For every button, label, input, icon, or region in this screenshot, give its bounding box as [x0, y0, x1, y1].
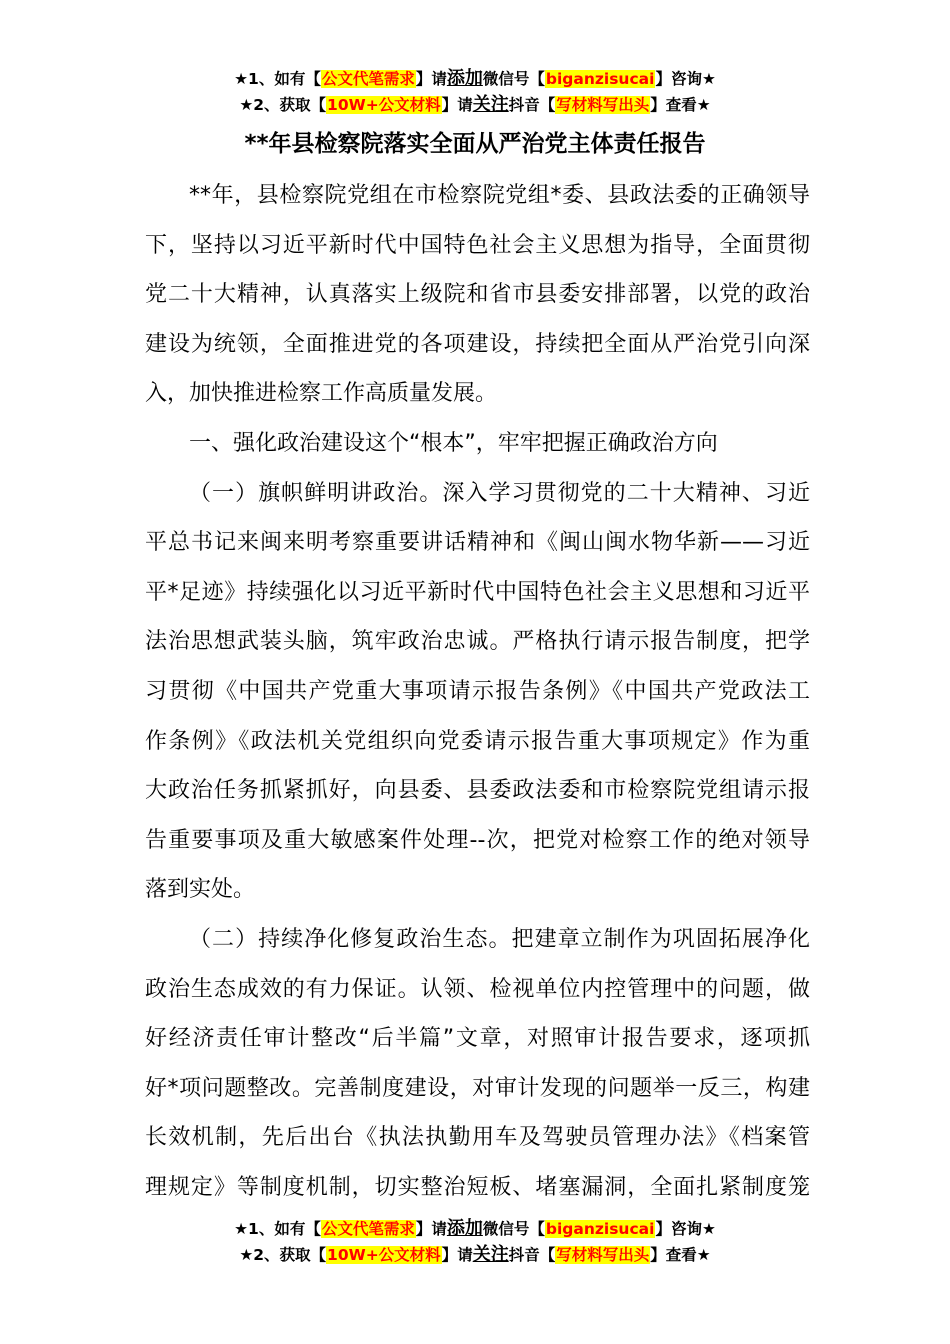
- promo-line-2: [0, 92, 950, 118]
- promo-underlined: 添加: [446, 1218, 483, 1239]
- promo-text: 】请: [441, 96, 473, 114]
- section-heading: 一、强化政治建设这个“根本”，牢牢把握正确政治方向: [189, 430, 718, 456]
- paragraph-line: 建设为统领，全面推进党的各项建设，持续把全面从严治党引向深: [145, 331, 810, 357]
- promo-underlined: 添加: [446, 68, 483, 89]
- paragraph-line: 下，坚持以习近平新时代中国特色社会主义思想为指导，全面贯彻: [145, 232, 810, 258]
- promo-highlight: 10W+公文材料: [327, 1246, 441, 1264]
- promo-line-1: [0, 66, 950, 92]
- paragraph-line: （二）持续净化修复政治生态。把建章立制作为巩固拓展净化: [189, 926, 810, 952]
- promo-line-2: [0, 1242, 950, 1268]
- paragraph-line: 法治思想武装头脑，筑牢政治忠诚。严格执行请示报告制度，把学: [145, 629, 810, 655]
- paragraph-line: 好*项问题整改。完善制度建设，对审计发现的问题举一反三，构建: [145, 1075, 810, 1101]
- promo-text: 】请: [415, 70, 447, 88]
- promo-banner-top: [0, 66, 950, 118]
- promo-text: 微信号【: [482, 1220, 545, 1238]
- paragraph-line: 告重要事项及重大敏感案件处理--次，把党对检察工作的绝对领导: [145, 827, 810, 853]
- paragraph-line: 落到实处。: [145, 877, 256, 903]
- promo-banner-bottom: [0, 1216, 950, 1268]
- promo-text: 抖音【: [508, 96, 556, 114]
- paragraph-line: **年，县检察院党组在市检察院党组*委、县政法委的正确领导: [189, 183, 810, 208]
- promo-highlight: 公文代笔需求: [321, 70, 415, 88]
- promo-text: ★1、如有【: [234, 70, 321, 88]
- paragraph-line: 平总书记来闽来明考察重要讲话精神和《闽山闽水物华新——习近: [145, 530, 810, 556]
- promo-highlight: 10W+公文材料: [327, 96, 441, 114]
- promo-highlight: 写材料写出头: [556, 1246, 650, 1264]
- promo-text: 】查看★: [650, 96, 711, 114]
- paragraph-line: 好经济责任审计整改“后半篇”文章，对照审计报告要求，逐项抓: [145, 1026, 810, 1052]
- promo-text: 微信号【: [482, 70, 545, 88]
- promo-text: ★2、获取【: [239, 1246, 327, 1264]
- paragraph-line: 平*足迹》持续强化以习近平新时代中国特色社会主义思想和习近平: [145, 579, 810, 605]
- promo-highlight: 公文代笔需求: [321, 1220, 415, 1238]
- paragraph-line: 大政治任务抓紧抓好，向县委、县委政法委和市检察院党组请示报: [145, 778, 810, 804]
- promo-line-1: [0, 1216, 950, 1242]
- promo-text: 】请: [415, 1220, 447, 1238]
- promo-underlined: 关注: [472, 94, 509, 115]
- promo-text: ★1、如有【: [234, 1220, 321, 1238]
- promo-underlined: 关注: [472, 1244, 509, 1265]
- document-title: **年县检察院落实全面从严治党主体责任报告: [244, 131, 706, 157]
- paragraph-line: 入，加快推进检察工作高质量发展。: [145, 381, 498, 407]
- paragraph-line: 作条例》《政法机关党组织向党委请示报告重大事项规定》作为重: [145, 728, 810, 754]
- paragraph-line: 长效机制，先后出台《执法执勤用车及驾驶员管理办法》《档案管: [145, 1125, 810, 1151]
- paragraph-line: 政治生态成效的有力保证。认领、检视单位内控管理中的问题，做: [145, 976, 810, 1002]
- paragraph-line: 理规定》等制度机制，切实整治短板、堵塞漏洞，全面扎紧制度笼: [145, 1174, 810, 1200]
- promo-text: ★2、获取【: [239, 96, 327, 114]
- promo-text: 】请: [441, 1246, 473, 1264]
- paragraph-line: （一）旗帜鲜明讲政治。深入学习贯彻党的二十大精神、习近: [189, 480, 810, 506]
- document-body: [145, 171, 810, 1212]
- promo-text: 】查看★: [650, 1246, 711, 1264]
- promo-text: 】咨询★: [655, 1220, 716, 1238]
- promo-highlight: biganzisucai: [545, 1220, 655, 1238]
- paragraph-line: 党二十大精神，认真落实上级院和省市县委安排部署，以党的政治: [145, 282, 810, 308]
- promo-text: 】咨询★: [655, 70, 716, 88]
- promo-highlight: biganzisucai: [545, 70, 655, 88]
- promo-highlight: 写材料写出头: [556, 96, 650, 114]
- promo-text: 抖音【: [508, 1246, 556, 1264]
- paragraph-line: 习贯彻《中国共产党重大事项请示报告条例》《中国共产党政法工: [145, 678, 810, 704]
